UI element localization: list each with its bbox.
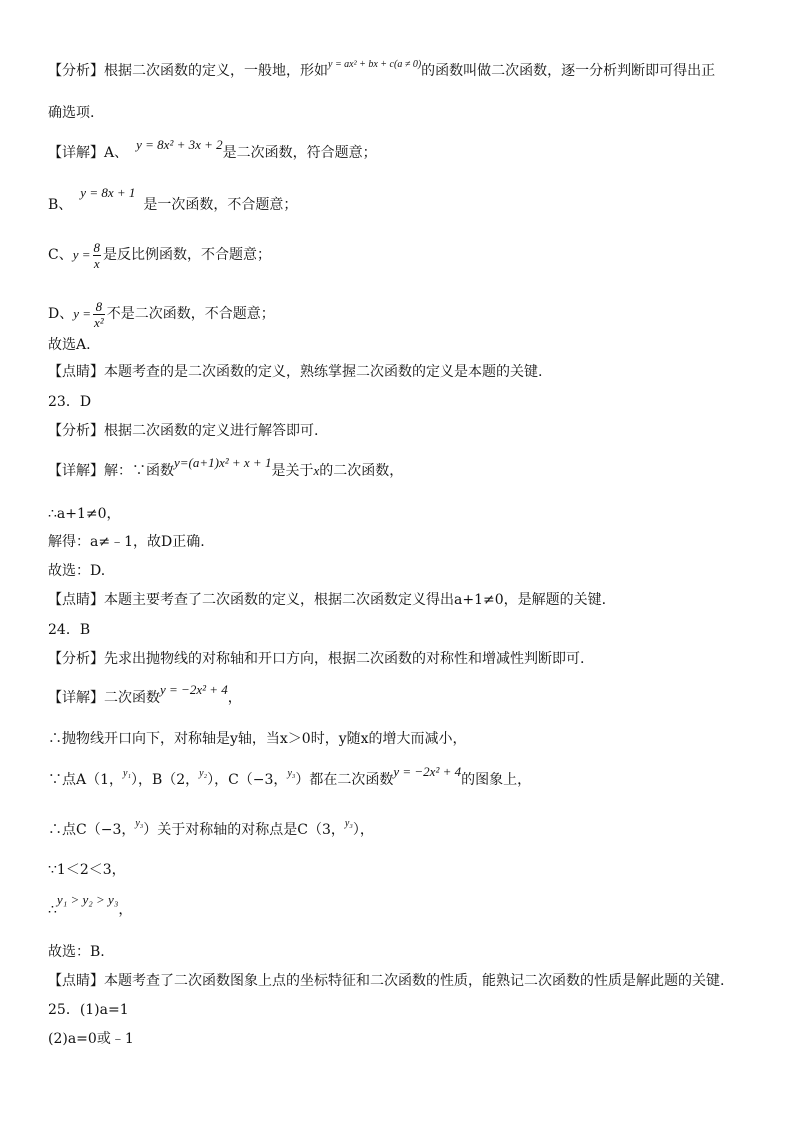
comment-tag: 【点睛】 bbox=[48, 364, 104, 380]
formula-q24-points: y = −2x² + 4 bbox=[393, 764, 462, 779]
formula-q24-result: y₁ > y₂ > y₃ bbox=[56, 892, 119, 907]
q23-therefore: ∴a+1≠0， bbox=[48, 506, 121, 522]
q22-comment: 【点睛】本题考查的是二次函数的定义，熟练掌握二次函数的定义是本题的关键. bbox=[48, 364, 543, 380]
q24-result: ∴y₁ > y₂ > y₃， bbox=[48, 892, 133, 918]
q23-analysis: 【分析】根据二次函数的定义进行解答即可. bbox=[48, 423, 319, 439]
q24-analysis: 【分析】先求出抛物线的对称轴和开口方向，根据二次函数的对称性和增减性判断即可. bbox=[48, 651, 585, 667]
analysis-tag: 【分析】 bbox=[48, 63, 104, 79]
formula-b: y = 8x + 1 bbox=[80, 185, 136, 200]
general-quadratic-formula: y = ax² + bx + c(a ≠ 0) bbox=[328, 59, 422, 70]
q24-parabola-line: ∴抛物线开口向下，对称轴是y轴，当x＞0时，y随x的增大而减小， bbox=[48, 731, 467, 747]
q23-conclusion: 故选：D. bbox=[48, 563, 106, 579]
q22-analysis-line: 【分析】根据二次函数的定义，一般地，形如$^{y = ax^2 + bx + c(a \ne 0)}$的函数叫做二次函数，逐一分析判断即可得出正 bbox=[48, 59, 716, 79]
fraction-8-over-x: $\frac{8}{x}$ bbox=[93, 239, 101, 271]
q22-analysis-line-2: 确选项. bbox=[48, 105, 95, 121]
q23-detail: 【详解】解：∵函数y=(a+1)x² + x + 1是关于x的二次函数， bbox=[48, 455, 404, 479]
q24-inequality: ∵1＜2＜3， bbox=[48, 862, 126, 878]
q23-comment: 【点睛】本题主要考查了二次函数的定义，根据二次函数定义得出a+1≠0，是解题的关键. bbox=[48, 592, 607, 608]
q24-comment: 【点睛】本题考查了二次函数图象上点的坐标特征和二次函数的性质，能熟记二次函数的性质是解此题的关键. bbox=[48, 973, 725, 989]
q24-symmetric-line: ∴点C（−3，$^{y_3}$）关于对称轴的对称点是C（3，$^{y_3}$）， bbox=[48, 818, 374, 838]
q22-detail-c: C、y = $\frac{8}{x}$ 是反比例函数，不合题意； bbox=[48, 239, 272, 271]
q22-detail-a: 【详解】A、y = 8x² + 3x + 2是二次函数，符合题意； bbox=[48, 137, 377, 161]
q24-detail: 【详解】二次函数y = −2x² + 4， bbox=[48, 682, 242, 706]
q24-points-line: ∵点A（1，$^{y_1}$），B（2，$^{y_2}$），C（−3，$^{y_3}$）都在二次函数y = −2x² + 4的图象上， bbox=[48, 764, 532, 788]
q22-detail-b: B、y = 8x + 1是一次函数，不合题意； bbox=[48, 185, 298, 213]
formula-a: y = 8x² + 3x + 2 bbox=[136, 137, 223, 152]
q22-conclusion: 故选A. bbox=[48, 337, 91, 353]
q24-heading: 24．B bbox=[48, 622, 91, 638]
q25-part1: 25．(1)a=1 bbox=[48, 1002, 129, 1018]
detail-tag: 【详解】 bbox=[48, 145, 104, 161]
q22-detail-d: D、y = $\frac{8}{\text{x²}}$ 不是二次函数，不合题意； bbox=[48, 298, 275, 330]
fraction-8-over-x-squared: $\frac{8}{\text{x²}}$ bbox=[94, 298, 104, 330]
q25-part2: (2)a=0或﹣1 bbox=[48, 1031, 134, 1047]
q23-solve: 解得：a≠﹣1，故D正确. bbox=[48, 534, 205, 550]
q24-conclusion: 故选：B. bbox=[48, 944, 105, 960]
q23-heading: 23．D bbox=[48, 394, 92, 410]
formula-q23: y=(a+1)x² + x + 1 bbox=[174, 455, 272, 470]
formula-q24: y = −2x² + 4 bbox=[160, 682, 228, 697]
